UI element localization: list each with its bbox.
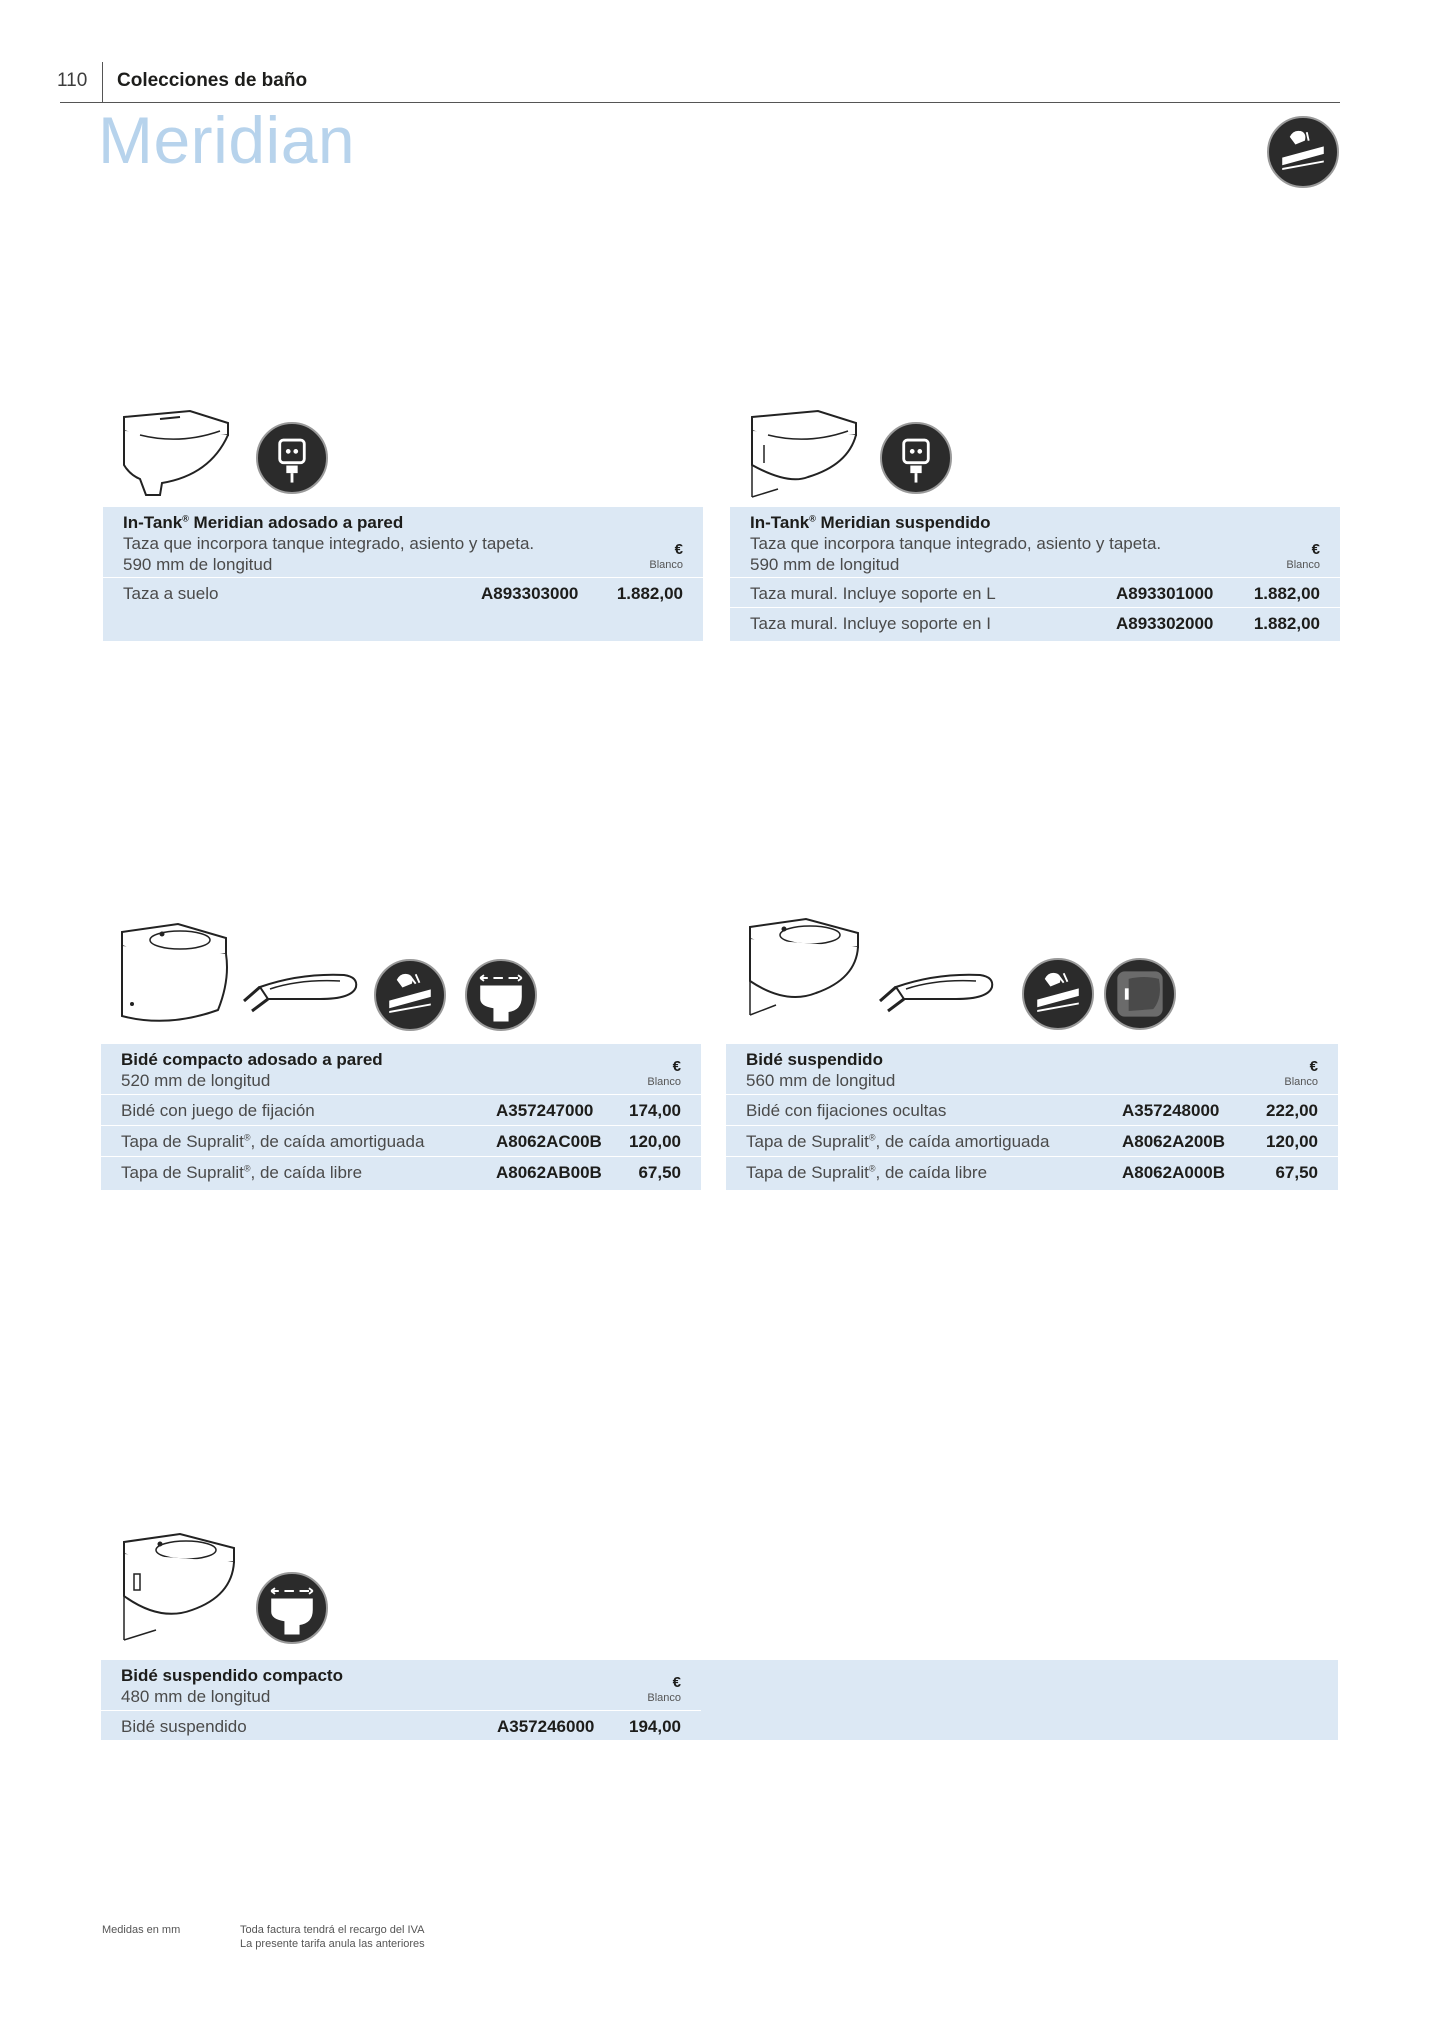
currency-label: € — [1311, 541, 1320, 558]
product-bidet-suspended — [726, 1044, 1338, 1190]
header-separator — [102, 62, 103, 102]
footer-notes: Toda factura tendrá el recargo del IVA La presente tarifa anula las anteriores — [240, 1924, 425, 1950]
bidet-seat-illustration — [876, 965, 996, 1015]
soft-close-seat-icon — [374, 959, 446, 1031]
product-title: Bidé compacto adosado a pared — [121, 1050, 383, 1069]
product-length: 590 mm de longitud — [123, 555, 273, 574]
product-title: In-Tank® Meridian adosado a pared — [123, 513, 404, 532]
wall-hung-toilet-illustration — [120, 405, 230, 500]
bidet-illustration — [118, 920, 230, 1030]
table-row: Bidé con juego de fijación A357247000 174,00 — [101, 1094, 701, 1124]
product-bidet-suspended-compact: Bidé suspendido compacto 480 mm de longitud € Blanco Bidé suspendido A357246000 194,00 — [101, 1660, 1338, 1740]
table-row: Tapa de Supralit®, de caída libre A8062AB00B 67,50 — [101, 1156, 701, 1186]
currency-label: € — [672, 1058, 681, 1075]
table-row: Tapa de Supralit®, de caída amortiguada A8062AC00B 120,00 — [101, 1125, 701, 1155]
collection-title: Meridian — [98, 103, 356, 177]
finish-label: Blanco — [647, 1076, 681, 1088]
product-length: 590 mm de longitud — [750, 555, 900, 574]
bidet-illustration — [120, 1530, 238, 1645]
product-length: 520 mm de longitud — [121, 1071, 271, 1090]
currency-label: € — [674, 541, 683, 558]
page-number: 110 — [57, 70, 88, 91]
table-row: Taza mural. Incluye soporte en I A893302000 1.882,00 — [730, 607, 1340, 637]
finish-label: Blanco — [1286, 559, 1320, 571]
product-description: Taza que incorpora tanque integrado, asiento y tapeta. — [123, 534, 535, 553]
electrical-connection-icon — [256, 422, 328, 494]
compact-projection-icon — [465, 959, 537, 1031]
product-bidet-compact — [101, 1044, 701, 1190]
table-row: Tapa de Supralit®, de caída amortiguada A8062A200B 120,00 — [726, 1125, 1338, 1155]
section-title: Colecciones de baño — [117, 70, 308, 91]
product-length: 560 mm de longitud — [746, 1071, 896, 1090]
product-intank-wall — [103, 507, 703, 641]
product-length: 480 mm de longitud — [121, 1687, 271, 1706]
bidet-seat-illustration — [240, 965, 360, 1015]
currency-label: € — [1309, 1058, 1318, 1075]
table-row: Taza a suelo A893303000 1.882,00 — [103, 577, 703, 607]
table-row: Bidé suspendido A357246000 194,00 — [101, 1710, 701, 1740]
table-row: Taza mural. Incluye soporte en L A893301000 1.882,00 — [730, 577, 1340, 607]
finish-label: Blanco — [649, 559, 683, 571]
compact-projection-icon — [256, 1572, 328, 1644]
soft-close-seat-icon — [1267, 116, 1339, 188]
bidet-illustration — [746, 915, 861, 1020]
concealed-fixing-icon — [1104, 958, 1176, 1030]
finish-label: Blanco — [1284, 1076, 1318, 1088]
footer-measures: Medidas en mm — [102, 1924, 181, 1936]
product-title: Bidé suspendido — [746, 1050, 883, 1069]
soft-close-seat-icon — [1022, 958, 1094, 1030]
electrical-connection-icon — [880, 422, 952, 494]
table-row: Tapa de Supralit®, de caída libre A8062A000B 67,50 — [726, 1156, 1338, 1186]
product-title: In-Tank® Meridian suspendido — [750, 513, 991, 532]
product-intank-suspended — [730, 507, 1340, 641]
table-row: Bidé con fijaciones ocultas A357248000 222,00 — [726, 1094, 1338, 1124]
wall-hung-toilet-illustration — [748, 405, 858, 500]
product-title: Bidé suspendido compacto — [121, 1666, 343, 1685]
product-description: Taza que incorpora tanque integrado, asiento y tapeta. — [750, 534, 1162, 553]
